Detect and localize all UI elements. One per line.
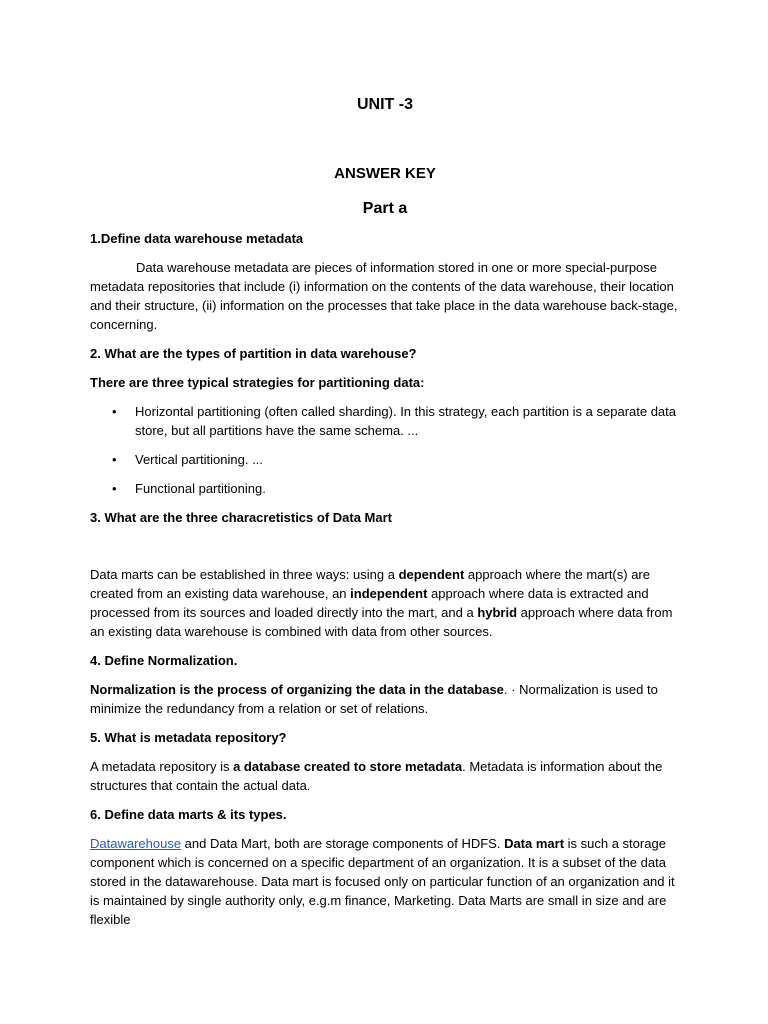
question-1-answer: Data warehouse metadata are pieces of information stored in one or more special-purpose metadata repositories that include (i) information on the contents of the data warehouse, their location and their structure, (ii) information on the processes that take place in the data warehouse back-stage, concerning. xyxy=(90,260,678,332)
partition-list xyxy=(90,402,680,498)
question-2-intro: There are three typical strategies for partitioning data: xyxy=(90,375,425,390)
answer-text: approach where data from an existing data warehouse is combined with data from other sources. xyxy=(90,605,673,639)
bullet-icon: • xyxy=(112,404,117,419)
question-5-answer xyxy=(90,757,680,795)
bullet-icon: • xyxy=(112,452,117,467)
answer-bold-text: independent xyxy=(350,586,428,601)
answer-text: and Data Mart, both are storage components of HDFS. xyxy=(181,836,505,851)
question-4-answer xyxy=(90,680,680,718)
list-item-text: Horizontal partitioning (often called sharding). In this strategy, each partition is a separate data store, but all partitions have the same schema. ... xyxy=(135,404,677,438)
answer-bold-text: hybrid xyxy=(477,605,518,620)
question-5-title: 5. What is metadata repository? xyxy=(90,730,287,745)
answer-text: . · Normalization is used to minimize the redundancy from a relation or set of relations. xyxy=(90,682,658,716)
list-item-text: Functional partitioning. xyxy=(135,481,266,496)
answer-bold-text: a database created to store metadata xyxy=(233,759,463,774)
bullet-icon: • xyxy=(112,481,117,496)
list-item xyxy=(90,479,680,498)
datawarehouse-link[interactable]: Datawarehouse xyxy=(90,836,182,851)
answer-bold-text: Data mart xyxy=(504,836,565,851)
question-1-title: 1.Define data warehouse metadata xyxy=(90,231,304,246)
answer-text: . Metadata is information about the structures that contain the actual data. xyxy=(90,759,663,793)
answer-key-heading: ANSWER KEY xyxy=(334,165,436,182)
part-heading: Part a xyxy=(362,200,408,217)
question-3-title: 3. What are the three characretistics of Data Mart xyxy=(90,510,392,525)
question-4-title: 4. Define Normalization. xyxy=(90,653,238,668)
document-content xyxy=(90,94,680,929)
answer-text: approach where data is extracted and processed from its sources and loaded directly into the mart, and a xyxy=(90,586,649,620)
answer-text: is such a storage component which is concerned on a specific department of an organization. It is a subset of the data stored in the datawarehouse. Data mart is focused only on particular function of an organization and it is maintained by single authority only, e.g.m finance, Marketing. Data Marts are small in size and are flexible xyxy=(90,836,675,927)
answer-bold-text: Normalization is the process of organizing the data in the database xyxy=(90,682,504,697)
question-2-title: 2. What are the types of partition in data warehouse? xyxy=(90,346,417,361)
list-item xyxy=(90,402,680,440)
list-item-text: Vertical partitioning. ... xyxy=(135,452,263,467)
answer-text: approach where the mart(s) are created from an existing data warehouse, an xyxy=(90,567,650,601)
unit-heading: UNIT -3 xyxy=(357,96,413,113)
question-3-answer xyxy=(90,565,680,641)
question-6-answer xyxy=(90,834,680,929)
list-item xyxy=(90,450,680,469)
question-6-title: 6. Define data marts & its types. xyxy=(90,807,287,822)
answer-text: Data marts can be established in three ways: using a xyxy=(90,567,399,582)
answer-text: A metadata repository is xyxy=(90,759,234,774)
answer-bold-text: dependent xyxy=(398,567,465,582)
